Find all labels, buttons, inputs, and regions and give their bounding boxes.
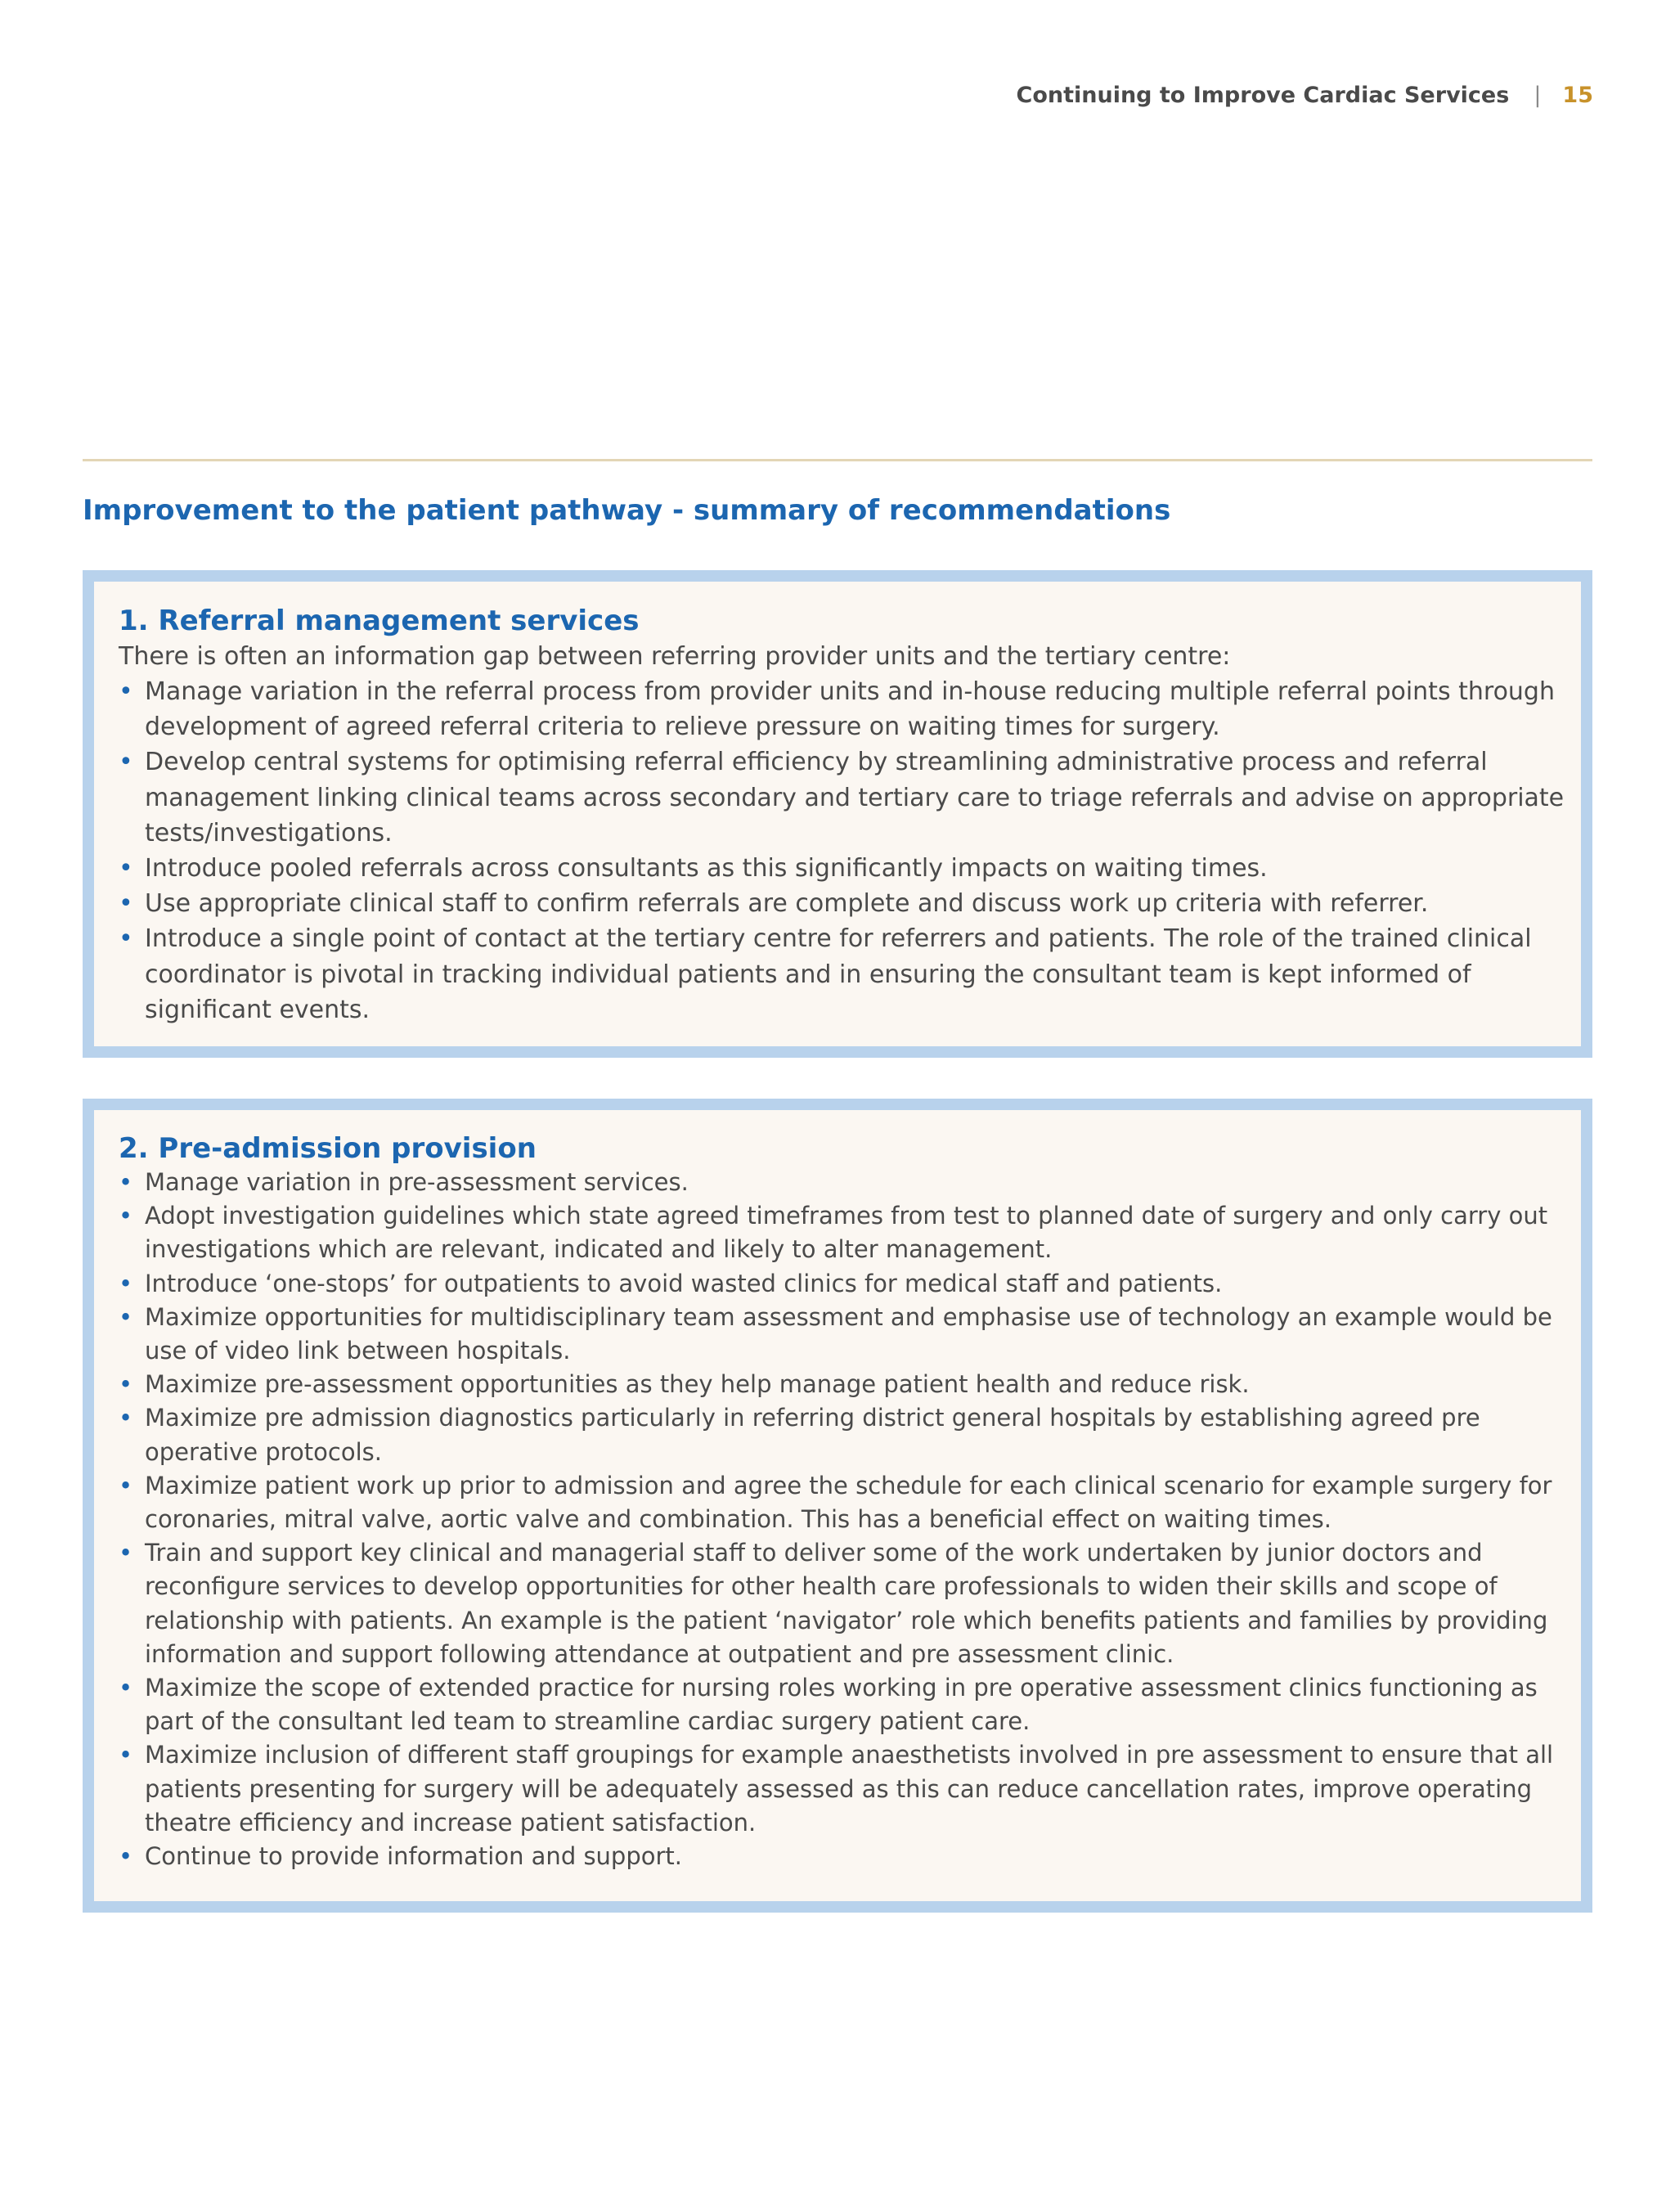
list-item-text: Develop central systems for optimising referral efficiency by streamlining administrative process and referral management linking clinical teams across secondary and tertiary care to triage referrals and advise on appropriate tests/investigations. xyxy=(145,748,1565,847)
list-item xyxy=(119,1199,1565,1266)
list-item-text: Introduce ‘one-stops’ for outpatients to avoid wasted clinics for medical staff and patients. xyxy=(145,1269,1223,1297)
bullet-icon: • xyxy=(119,924,133,954)
section-heading: Improvement to the patient pathway - summary of recommendations xyxy=(83,494,1171,527)
bullet-icon: • xyxy=(119,748,133,777)
list-item xyxy=(119,1401,1565,1468)
header-separator: | xyxy=(1534,82,1542,108)
list-item-text: Continue to provide information and support. xyxy=(145,1842,683,1871)
list-item-text: Train and support key clinical and managerial staff to deliver some of the work undertaken by junior doctors and reconfigure services to develop opportunities for other health care professionals to widen their skills and scope of relationship with patients. An example is the patient ‘navigator’ role which benefits patients and families by providing information and support following attendance at outpatient and pre assessment clinic. xyxy=(145,1539,1548,1668)
page-number: 15 xyxy=(1562,82,1593,108)
list-item xyxy=(119,1738,1565,1840)
list-item xyxy=(119,851,1565,886)
bullet-icon: • xyxy=(119,1539,133,1567)
list-item-text: Manage variation in the referral process from provider units and in-house reducing multiple referral points through development of agreed referral criteria to relieve pressure on waiting times for surgery. xyxy=(145,677,1555,742)
referral-management-list xyxy=(119,674,1565,1027)
list-item xyxy=(119,1166,1565,1199)
pre-admission-title: 2. Pre-admission provision xyxy=(119,1132,537,1165)
list-item xyxy=(119,886,1565,921)
bullet-icon: • xyxy=(119,1471,133,1499)
list-item xyxy=(119,921,1565,1027)
running-header xyxy=(1017,79,1594,111)
bullet-icon: • xyxy=(119,1842,133,1871)
list-item xyxy=(119,1840,1565,1873)
referral-management-box xyxy=(83,570,1592,1058)
bullet-icon: • xyxy=(119,1741,133,1769)
bullet-icon: • xyxy=(119,889,133,919)
referral-management-title: 1. Referral management services xyxy=(119,605,640,637)
bullet-icon: • xyxy=(119,1202,133,1230)
list-item xyxy=(119,1267,1565,1301)
list-item-text: Use appropriate clinical staff to confirm referrals are complete and discuss work up criteria with referrer. xyxy=(145,889,1429,919)
list-item-text: Introduce pooled referrals across consultants as this significantly impacts on waiting times. xyxy=(145,854,1268,883)
list-item xyxy=(119,744,1565,851)
list-item xyxy=(119,1671,1565,1738)
list-item-text: Manage variation in pre-assessment services. xyxy=(145,1168,689,1196)
list-item xyxy=(119,1368,1565,1401)
bullet-icon: • xyxy=(119,1674,133,1702)
list-item xyxy=(119,1536,1565,1671)
bullet-icon: • xyxy=(119,1370,133,1399)
list-item-text: Maximize patient work up prior to admission and agree the schedule for each clinical scenario for example surgery for coronaries, mitral valve, aortic valve and combination. This has a beneficial effect on waiting times. xyxy=(145,1471,1552,1534)
header-divider xyxy=(83,459,1592,461)
list-item-text: Introduce a single point of contact at the tertiary centre for referrers and patients. The role of the trained clinical coordinator is pivotal in tracking individual patients and in ensuring the consultant team is kept informed of significant events. xyxy=(145,924,1532,1024)
list-item-text: Adopt investigation guidelines which state agreed timeframes from test to planned date of surgery and only carry out investigations which are relevant, indicated and likely to alter management. xyxy=(145,1202,1548,1264)
referral-management-intro: There is often an information gap between referring provider units and the tertiary centre: xyxy=(119,642,1231,671)
bullet-icon: • xyxy=(119,677,133,706)
bullet-icon: • xyxy=(119,1269,133,1297)
list-item xyxy=(119,1301,1565,1368)
document-title: Continuing to Improve Cardiac Services xyxy=(1016,82,1510,108)
list-item-text: Maximize opportunities for multidisciplinary team assessment and emphasise use of technology an example would be use of video link between hospitals. xyxy=(145,1302,1552,1365)
list-item-text: Maximize inclusion of different staff groupings for example anaesthetists involved in pre assessment to ensure that all patients presenting for surgery will be adequately assessed as this can reduce cancellation rates, improve operating theatre efficiency and increase patient satisfaction. xyxy=(145,1741,1554,1837)
bullet-icon: • xyxy=(119,1168,133,1196)
list-item xyxy=(119,1469,1565,1536)
list-item-text: Maximize pre admission diagnostics particularly in referring district general hospitals by establishing agreed pre operative protocols. xyxy=(145,1404,1480,1466)
pre-admission-list xyxy=(119,1166,1565,1873)
list-item xyxy=(119,674,1565,744)
list-item-text: Maximize pre-assessment opportunities as they help manage patient health and reduce risk. xyxy=(145,1370,1250,1399)
bullet-icon: • xyxy=(119,1302,133,1331)
list-item-text: Maximize the scope of extended practice for nursing roles working in pre operative assessment clinics functioning as part of the consultant led team to streamline cardiac surgery patient care. xyxy=(145,1674,1538,1736)
bullet-icon: • xyxy=(119,854,133,883)
bullet-icon: • xyxy=(119,1404,133,1432)
pre-admission-box xyxy=(83,1099,1592,1913)
